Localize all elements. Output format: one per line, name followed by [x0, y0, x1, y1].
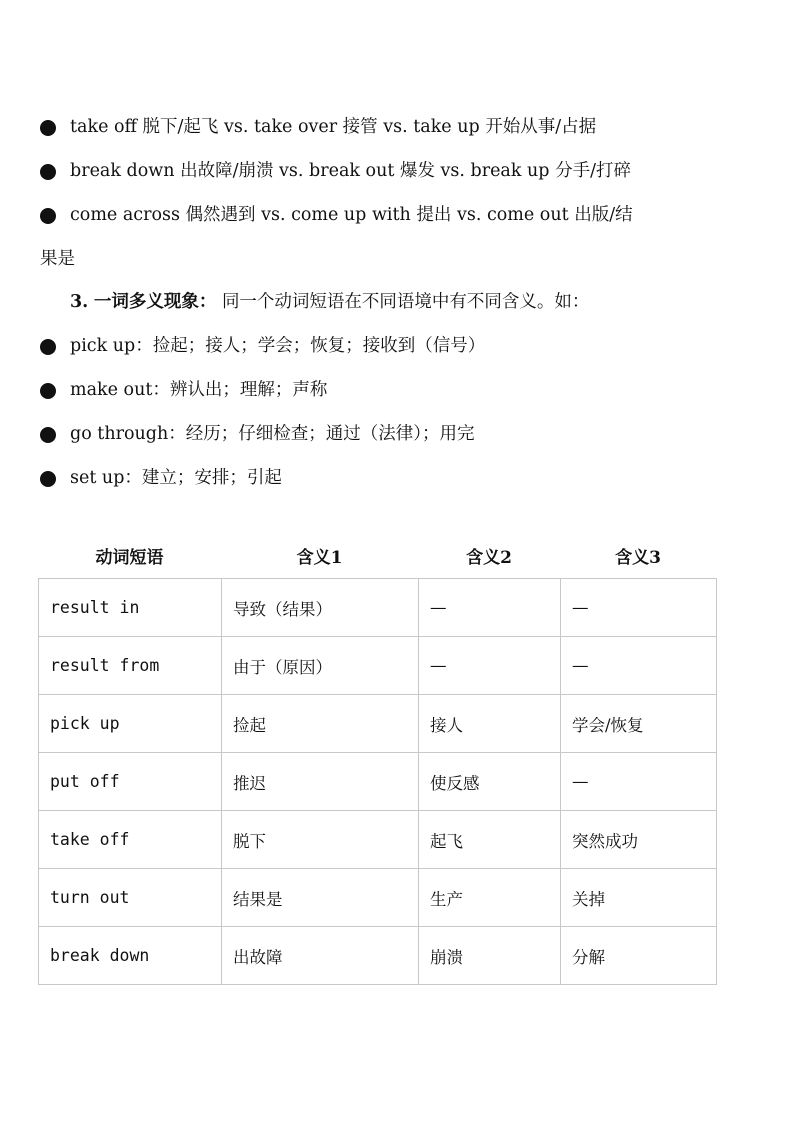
table-header-cell: 动词短语 [95, 548, 164, 568]
bullet-icon [40, 383, 56, 399]
list-item [40, 419, 760, 463]
table-header [38, 543, 716, 573]
table-row [39, 695, 717, 753]
list-item-text: come across 偶然遇到 vs. come up with 提出 vs. come out 出版/结 [70, 205, 633, 225]
table-row [39, 579, 717, 637]
table-cell: 结果是 [222, 869, 419, 927]
table-cell: pick up [39, 695, 222, 753]
table-cell: — [419, 637, 561, 695]
table-cell: 关掉 [561, 869, 717, 927]
table-row [39, 753, 717, 811]
table-cell: 推迟 [222, 753, 419, 811]
list-item-continuation: 果是 [40, 249, 75, 269]
bullet-icon [40, 427, 56, 443]
table-cell: 出故障 [222, 927, 419, 985]
list-item [40, 331, 760, 375]
table-header-cell: 含义3 [615, 548, 661, 568]
bullet-icon [40, 471, 56, 487]
section-heading [70, 287, 589, 317]
bullet-icon [40, 339, 56, 355]
list-item [40, 375, 760, 419]
bullet-icon [40, 164, 56, 180]
table-cell: 导致（结果） [222, 579, 419, 637]
comparison-list [40, 112, 760, 269]
table-cell: — [561, 637, 717, 695]
table-cell: 崩溃 [419, 927, 561, 985]
list-item [40, 156, 760, 200]
table-cell: result in [39, 579, 222, 637]
list-item-text: break down 出故障/崩溃 vs. break out 爆发 vs. break up 分手/打碎 [70, 161, 631, 181]
bullet-icon [40, 120, 56, 136]
table-row [39, 637, 717, 695]
table-cell: 生产 [419, 869, 561, 927]
table-cell: 突然成功 [561, 811, 717, 869]
bullet-icon [40, 208, 56, 224]
table-cell: — [561, 753, 717, 811]
table-header-cell: 含义1 [296, 548, 343, 568]
table-cell: 接人 [419, 695, 561, 753]
table-cell: 捡起 [222, 695, 419, 753]
table-cell: turn out [39, 869, 222, 927]
section-number: 3. [70, 292, 89, 312]
table-header-cell: 含义2 [466, 548, 512, 568]
list-item-text: go through：经历；仔细检查；通过（法律）；用完 [70, 424, 475, 444]
table-row [39, 811, 717, 869]
table-row [39, 927, 717, 985]
section-title: 一词多义现象： [93, 292, 217, 312]
table-cell: take off [39, 811, 222, 869]
table-cell: — [419, 579, 561, 637]
polysemy-list [40, 331, 760, 507]
table-cell: break down [39, 927, 222, 985]
list-item [40, 112, 760, 156]
list-item-text: pick up：捡起；接人；学会；恢复；接收到（信号） [70, 336, 486, 356]
table-cell: — [561, 579, 717, 637]
table-cell: 脱下 [222, 811, 419, 869]
list-item-text: take off 脱下/起飞 vs. take over 接管 vs. take up 开始从事/占据 [70, 117, 597, 137]
table-cell: 分解 [561, 927, 717, 985]
table-cell: 由于（原因） [222, 637, 419, 695]
table-cell: 使反感 [419, 753, 561, 811]
table-cell: 学会/恢复 [561, 695, 717, 753]
list-item [40, 463, 760, 507]
table-cell: result from [39, 637, 222, 695]
table-row [39, 869, 717, 927]
table-cell: 起飞 [419, 811, 561, 869]
list-item-text: make out：辨认出；理解；声称 [70, 380, 328, 400]
list-item [40, 200, 760, 244]
list-item-text: set up：建立；安排；引起 [70, 468, 282, 488]
table-cell: put off [39, 753, 222, 811]
section-description: 同一个动词短语在不同语境中有不同含义。如： [221, 292, 590, 312]
phrase-table [38, 578, 717, 985]
